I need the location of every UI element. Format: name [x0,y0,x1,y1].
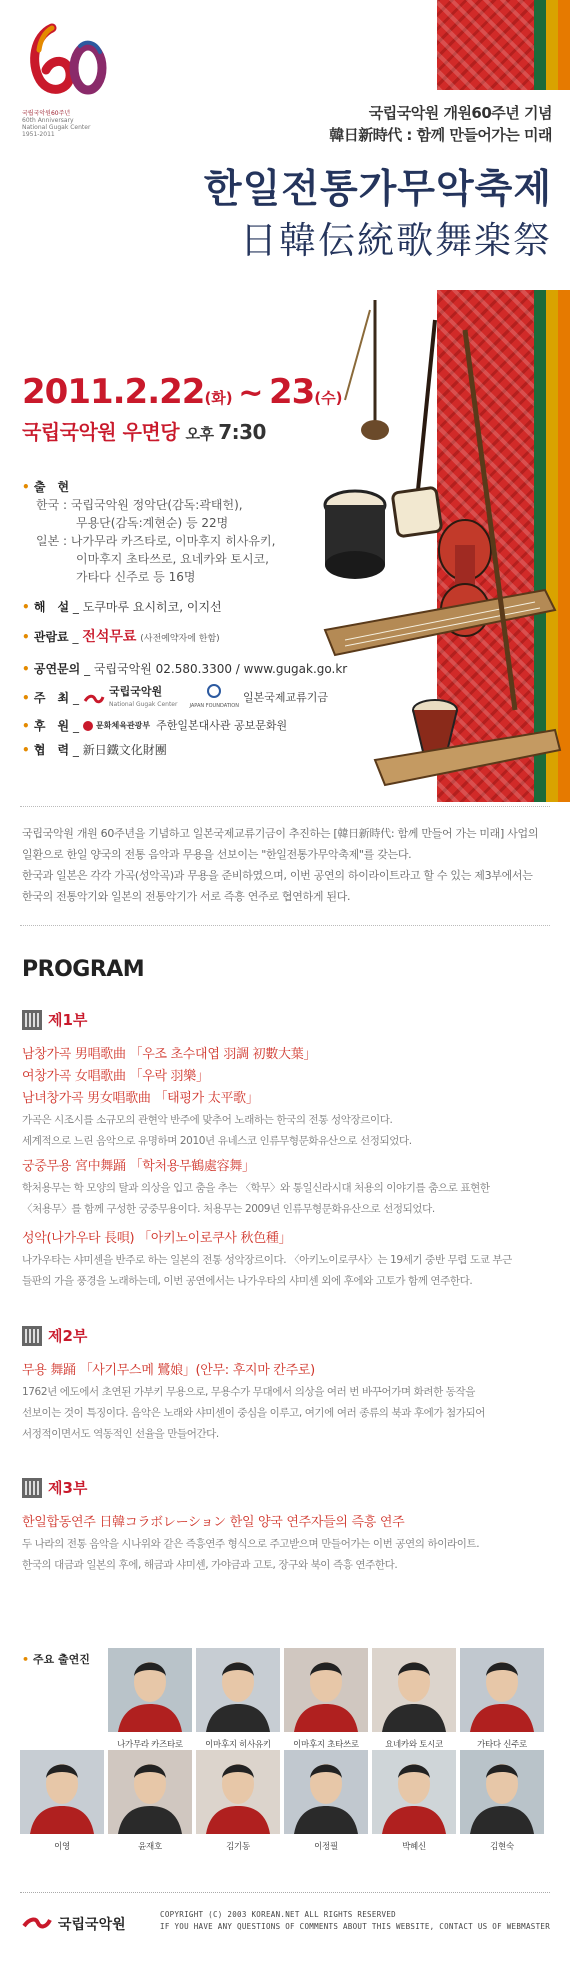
cast-member [108,1648,192,1750]
cast-member [284,1750,368,1852]
info-contact-label: • 공연문의 [22,662,80,676]
logo-caption-kr: 국립국악원60주년 [22,110,71,117]
intro-line-2: 일환으로 한일 양국의 전통 음악과 무용을 선보이는 "한일전통가무악축제"를 갖는다. [22,848,412,861]
intro-line-4: 한국의 전통악기와 일본의 전통악기가 서로 즉흥 연주로 협연하게 된다. [22,890,351,903]
info-commentary-value: _ 도쿠마루 요시히코, 이지선 [72,600,222,614]
cast-member [196,1750,280,1852]
info-support [22,717,352,735]
day-start: (화) [204,389,233,407]
footer-text [160,1909,550,1933]
part1-heading [22,1009,87,1030]
cast-photo [20,1750,104,1834]
info-coop-value: _ 新日鐵文化財團 [72,743,167,757]
date-tilde: ~ [238,376,264,411]
date-start: 2011.2.22 [22,372,205,412]
divider-intro [20,925,550,926]
part1-piece2 [22,1156,550,1220]
info-commentary-label: • 해 설 [22,600,69,614]
event-date [22,372,342,412]
part1-piece2-title: 궁중무용 宮中舞踊 「학처용무鶴處容舞」 [22,1159,255,1174]
gugak-footer-logo-icon [22,1915,52,1934]
cast-name: 윤재호 [138,1842,162,1852]
part2-piece1-desc3: 서정적이면서도 역동적인 선율을 만들어간다. [22,1428,219,1440]
intro-line-1: 국립국악원 개원 60주년을 기념하고 일본국제교류기금이 추진하는 [韓日新時代: 함께 만들어 가는 미래] 사업의 [22,827,539,840]
header-subtitle-2: 韓日新時代 : 함께 만들어가는 미래 [329,126,552,144]
info-coop-label: • 협 력 [22,743,69,757]
cast-member [372,1750,456,1852]
day-end: (수) [314,389,343,407]
host-org1-en: National Gugak Center [109,700,178,708]
support-org1: 문화체육관광부 [96,721,151,730]
cast-name: 김기동 [226,1842,250,1852]
part2-piece1-title: 무용 舞踊 「사기무스메 鷺娘」(안무: 후지마 칸주로) [22,1363,315,1378]
part1-piece1-title3: 남녀창가곡 男女唱歌曲 「태평가 太平歌」 [22,1091,259,1106]
cast-member [196,1648,280,1750]
logo-caption-en2: National Gugak Center [22,124,91,131]
title-korean: 한일전통가무악축제 [203,167,552,212]
info-fee-sep: _ [72,630,79,644]
footer-divider [20,1892,550,1893]
cast-photo [196,1648,280,1732]
cast-name: 이마후지 히사유키 [205,1740,271,1750]
cast-heading: • 주요 출연진 [22,1651,90,1667]
traditional-instruments-illustration [315,290,565,800]
program-part-icon [22,1326,42,1346]
cast-name: 이마후지 초타쓰로 [293,1740,359,1750]
info-cast-japan2: 이마후지 초타쓰로, 요네카와 토시코, [76,552,269,566]
info-support-sep: _ [73,719,80,733]
cast-member [284,1648,368,1750]
info-cast-japan: 일본 : 나가무라 카즈타로, 이마후지 히사유키, [36,534,276,548]
event-info [22,478,352,771]
part3-piece1-desc2: 한국의 대금과 일본의 후에, 해금과 샤미센, 가야금과 고토, 장구와 북이 즉흥 연주한다. [22,1559,398,1571]
host-org2-en: JAPAN FOUNDATION [189,703,239,709]
part3-label: 제3부 [48,1479,88,1497]
cast-name: 김현숙 [490,1842,514,1852]
decorative-fabric-top [437,0,570,90]
cast-name: 박혜신 [402,1842,426,1852]
cast-photo [196,1750,280,1834]
time-prefix: 오후 [185,425,214,443]
info-cast-korea2: 무용단(감독:계현순) 등 22명 [76,516,229,530]
cast-name: 이영 [54,1842,70,1852]
program-part-icon [22,1478,42,1498]
support-org2: 주한일본대사관 공보문화원 [156,719,288,732]
cast-photo [460,1648,544,1732]
part1-piece1-desc1: 가곡은 시조시를 소규모의 관현악 반주에 맞추어 노래하는 한국의 전통 성악장르이다. [22,1114,393,1126]
info-support-label: • 후 원 [22,717,69,735]
venue-name: 국립국악원 우면당 [22,420,180,444]
mcst-logo-icon [83,721,93,731]
intro-line-3: 한국과 일본은 각각 가곡(성악곡)과 무용을 준비하였으며, 이번 공연의 하이라이트라고 할 수 있는 제3부에서는 [22,869,533,882]
cast-photo [284,1750,368,1834]
cast-name: 요네카와 토시코 [385,1740,443,1750]
info-fee-label: • 관람료 [22,630,69,644]
part2-piece1 [22,1360,550,1445]
cast-name: 가타다 신주로 [477,1740,527,1750]
program-part-icon [22,1010,42,1030]
part2-piece1-desc1: 1762년 에도에서 초연된 가부키 무용으로, 무용수가 무대에서 의상을 여러 번 바꾸어가며 화려한 동작을 [22,1386,476,1398]
divider-top [20,806,550,807]
cast-member [108,1750,192,1852]
part1-label: 제1부 [48,1011,88,1029]
cast-member [372,1648,456,1750]
info-cast-korea: 한국 : 국립국악원 정악단(감독:곽태헌), [36,498,243,512]
cast-photo [460,1750,544,1834]
part1-piece3-desc1: 나가우타는 샤미센을 반주로 하는 일본의 전통 성악장르이다. 〈아키노이로쿠사〉는 19세기 중반 무렵 도쿄 부근 [22,1254,512,1266]
info-commentary [22,598,352,616]
cast-name: 나가무라 카즈타로 [117,1740,183,1750]
gugak-logo-icon [83,692,105,704]
cast-photo [284,1648,368,1732]
info-contact [22,660,352,678]
info-fee-note: (사전예약자에 한함) [140,634,220,644]
part3-piece1-desc1: 두 나라의 전통 음악을 시나위와 같은 즉흥연주 형식으로 주고받으며 만들어가는 이번 공연의 하이라이트. [22,1538,480,1550]
part1-piece3-desc2: 들판의 가을 풍경을 노래하는데, 이번 공연에서는 나가우타의 샤미센 외에 후에와 고토가 함께 연주한다. [22,1275,473,1287]
part1-piece2-desc2: 〈처용무〉를 함께 구성한 궁중무용이다. 처용무는 2009년 인류무형문화유산으로 선정되었다. [22,1203,435,1215]
info-cast [22,478,352,586]
footer-copyright: COPYRIGHT (C) 2003 KOREAN.NET ALL RIGHTS RESERVED [160,1910,396,1919]
info-host-label: • 주 최 [22,689,69,707]
cast-photo [108,1750,192,1834]
cast-member [460,1648,544,1750]
part3-piece1-title: 한일합동연주 日韓コラボレーション 한일 양국 연주자들의 즉흥 연주 [22,1515,405,1530]
info-fee-value: 전석무료 [82,629,137,645]
part3-piece1 [22,1512,550,1576]
part1-piece1 [22,1044,550,1152]
date-end: 23 [268,372,315,412]
part1-piece3 [22,1228,550,1292]
host-org2: 일본국제교류기금 [242,690,328,704]
info-cast-label: • 출 현 [22,478,352,496]
part1-piece1-title1: 남창가곡 男唱歌曲 「우조 초수대엽 羽調 初數大葉」 [22,1047,317,1062]
part1-piece2-desc1: 학처용무는 학 모양의 탈과 의상을 입고 춤을 추는 〈학무〉와 통일신라시대 처용의 이야기를 춤으로 표현한 [22,1182,490,1194]
part2-piece1-desc2: 선보이는 것이 특징이다. 음악은 노래와 샤미센이 중심을 이루고, 여기에 여러 종류의 북과 후에가 첨가되어 [22,1407,486,1419]
info-coop [22,741,352,759]
header-subtitle-1: 국립국악원 개원60주년 기념 [368,104,552,122]
part1-piece3-title: 성악(나가우타 長唄) 「아키노이로쿠사 秋色種」 [22,1231,292,1246]
cast-photo [108,1648,192,1732]
info-fee [22,628,352,648]
cast-member [460,1750,544,1852]
part2-heading [22,1325,87,1346]
footer-logo [22,1914,126,1934]
cast-photo [372,1750,456,1834]
title-japanese: 日韓伝統歌舞楽祭 [240,219,552,262]
logo-caption-years: 1951-2011 [22,131,55,138]
sixty-logo-icon [22,18,112,108]
part3-heading [22,1477,87,1498]
info-contact-value: _ 국립국악원 02.580.3300 / www.gugak.go.kr [84,662,348,676]
event-time: 7:30 [218,420,266,444]
intro-paragraph [22,823,550,907]
part2-label: 제2부 [48,1327,88,1345]
japan-foundation-icon [207,684,221,698]
info-host [22,684,352,711]
host-org1: 국립국악원 [109,684,163,698]
part1-piece1-title2: 여창가곡 女唱歌曲 「우락 羽樂」 [22,1069,209,1084]
part1-piece1-desc2: 세계적으로 느린 음악으로 유명하며 2010년 유네스코 인류무형문화유산으로 선정되었다. [22,1135,412,1147]
cast-member [20,1750,104,1852]
cast-name: 이정필 [314,1842,338,1852]
footer-contact: IF YOU HAVE ANY QUESTIONS OF COMMENTS ABOUT THIS WEBSITE, CONTACT US OF WEBMASTER [160,1922,551,1931]
program-heading: PROGRAM [22,957,145,982]
anniversary-logo [22,18,132,148]
logo-caption-en1: 60th Anniversary [22,117,74,124]
footer-org-name: 국립국악원 [58,1917,126,1933]
event-venue [22,416,266,445]
cast-photo [372,1648,456,1732]
info-cast-japan3: 가타다 신주로 등 16명 [76,570,196,584]
info-host-sep: _ [73,690,80,705]
